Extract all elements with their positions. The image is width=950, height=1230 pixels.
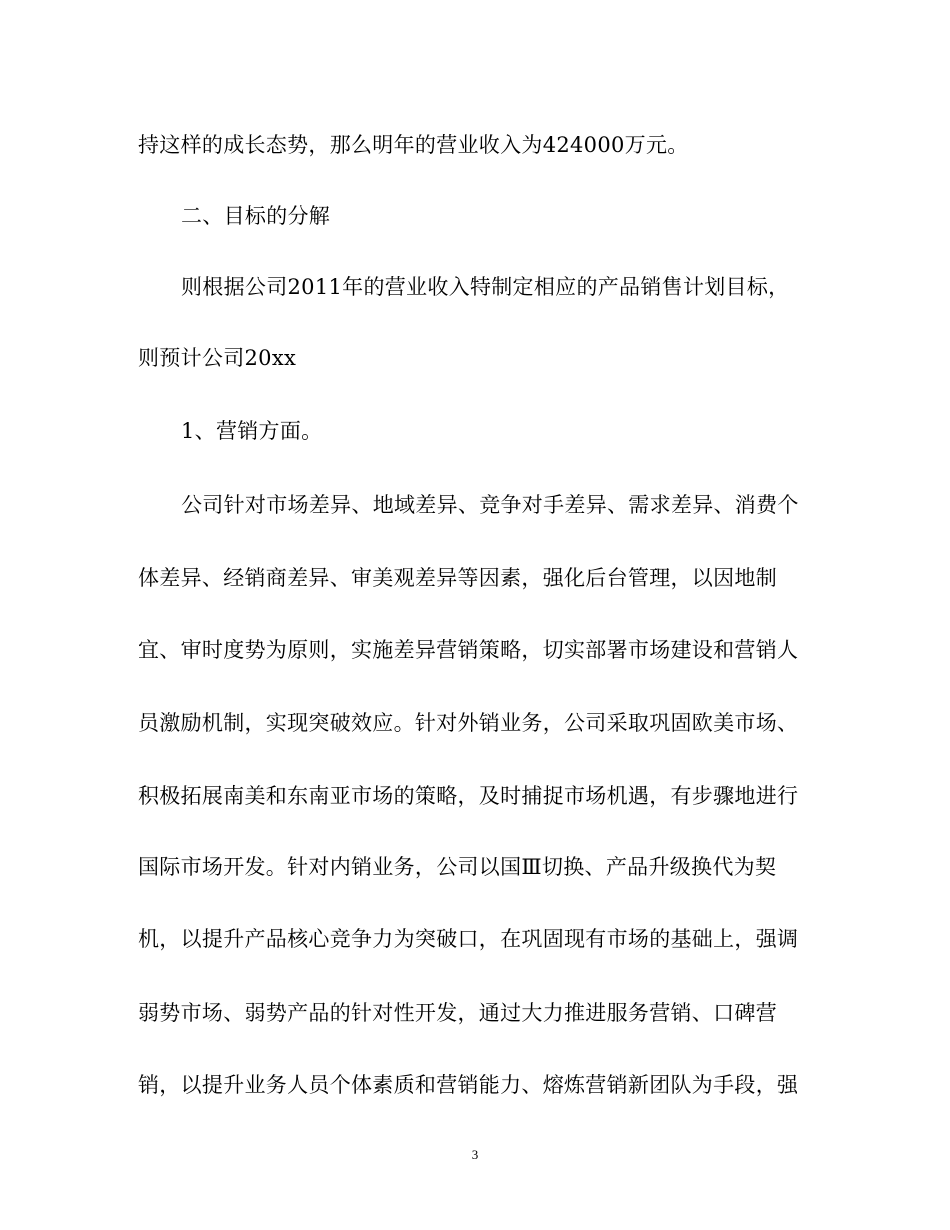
body-text-line: 则预计公司20xx	[138, 346, 297, 370]
body-text-line: 销，以提升业务人员个体素质和营销能力、熔炼营销新团队为手段，强	[138, 1073, 799, 1097]
body-text-line: 员激励机制，实现突破效应。针对外销业务，公司采取巩固欧美市场、	[138, 711, 799, 735]
body-text-line: 宜、审时度势为原则，实施差异营销策略，切实部署市场建设和营销人	[138, 638, 799, 662]
paragraph-first-line: 则根据公司2011年的营业收入特制定相应的产品销售计划目标，	[181, 275, 790, 299]
subsection-heading: 1、营销方面。	[181, 419, 323, 443]
page-number: 3	[471, 1147, 479, 1162]
section-heading: 二、目标的分解	[181, 204, 331, 228]
body-text-line: 持这样的成长态势，那么明年的营业收入为424000万元。	[138, 133, 689, 157]
body-text-line: 机，以提升产品核心竞争力为突破口，在巩固现有市场的基础上，强调	[138, 927, 799, 951]
body-text-line: 积极拓展南美和东南亚市场的策略，及时捕捉市场机遇，有步骤地进行	[138, 784, 799, 808]
body-text-line: 弱势市场、弱势产品的针对性开发，通过大力推进服务营销、口碑营	[138, 1001, 777, 1025]
paragraph-first-line: 公司针对市场差异、地域差异、竞争对手差异、需求差异、消费个	[181, 493, 799, 517]
body-text-line: 国际市场开发。针对内销业务，公司以国Ⅲ切换、产品升级换代为契	[138, 855, 777, 879]
body-text-line: 体差异、经销商差异、审美观差异等因素，强化后台管理，以因地制	[138, 566, 777, 590]
